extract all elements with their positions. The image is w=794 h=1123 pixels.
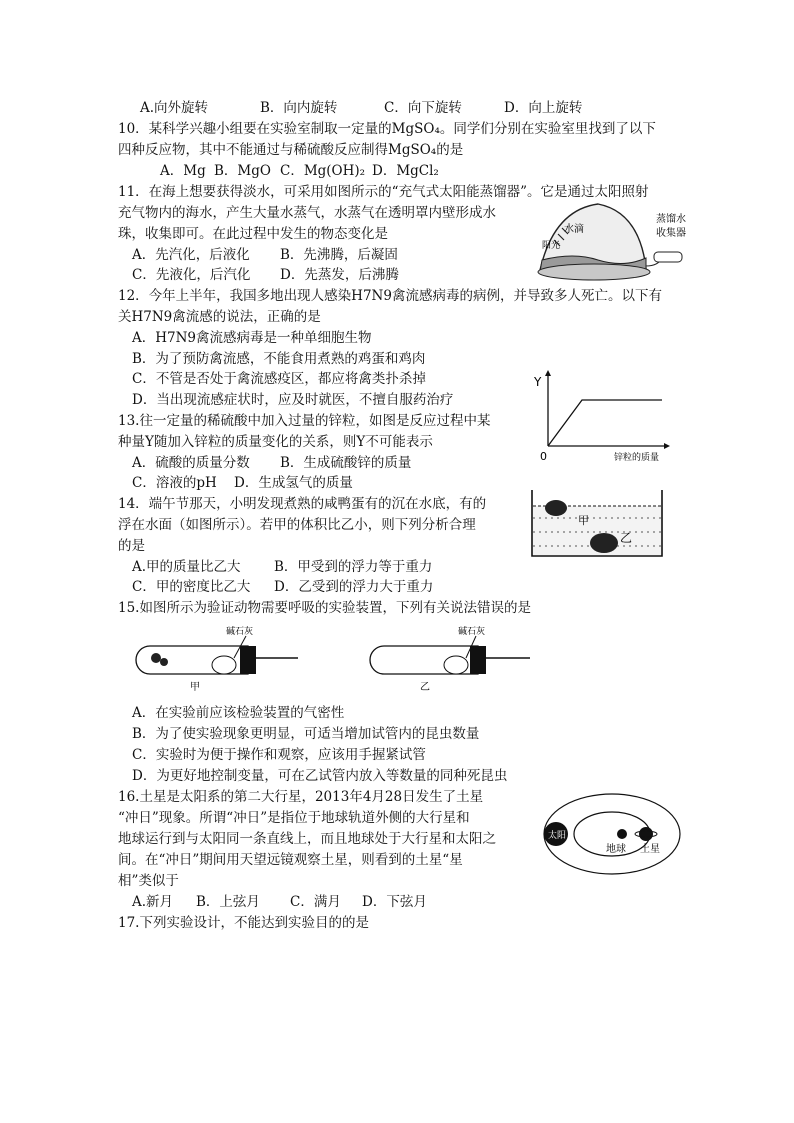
saturn-opposition-figure (540, 790, 690, 880)
q12-option-c: C．不管是否处于禽流感疫区，都应将禽类扑杀掉 (132, 371, 426, 387)
q15-option-b: B．为了使实验现象更明显，可适当增加试管内的昆虫数量 (132, 726, 480, 742)
egg-beaker-figure (528, 488, 668, 560)
x-axis-label: 锌粒的质量 (614, 453, 660, 463)
floating-egg-a (545, 500, 567, 516)
q9-option-c: C．向下旋转 (384, 100, 462, 116)
q10-option-b: B．MgO (214, 163, 271, 179)
q14-option-a: A.甲的质量比乙大 (132, 559, 241, 575)
q14-stem-line-3: 的是 (118, 538, 145, 554)
tube-label-a: 甲 (190, 682, 200, 693)
q10-option-c: C．Mg(OH)₂ (280, 163, 366, 179)
q12-stem-line-1: 12．今年上半年，我国多地出现人感染H7N9禽流感病毒的病例，并导致多人死亡。以下有 (118, 288, 662, 304)
q12-option-a: A．H7N9禽流感病毒是一种单细胞生物 (132, 330, 372, 346)
q14-option-b: B．甲受到的浮力等于重力 (274, 559, 433, 575)
sun-label: 太阳 (548, 831, 567, 841)
tube-a (136, 625, 298, 693)
q12-stem-line-2: 关H7N9禽流感的说法，正确的是 (118, 309, 321, 325)
q13-option-d: D．生成氢气的质量 (234, 475, 353, 491)
q13-option-a: A．硫酸的质量分数 (132, 455, 250, 471)
q12-option-d: D．当出现流感症状时，应及时就医，不擅自服药治疗 (132, 392, 454, 408)
q11-option-a: A．先汽化，后液化 (132, 247, 250, 263)
q16-stem-line-5: 相”类似于 (118, 873, 179, 889)
q15-option-d: D．为更好地控制变量，可在乙试管内放入等数量的同种死昆虫 (132, 768, 508, 784)
sunlight-label: 阳光 (542, 241, 561, 251)
q9-option-a: A.向外旋转 (140, 100, 209, 116)
q10-stem-line-1: 10．某科学兴趣小组要在实验室制取一定量的MgSO₄。同学们分别在实验室里找到了以下 (118, 121, 656, 137)
q15-stem: 15.如图所示为验证动物需要呼吸的实验装置，下列有关说法错误的是 (118, 600, 531, 616)
q9-option-d: D．向上旋转 (504, 100, 583, 116)
q16-stem-line-4: 间。在“冲日”期间用天望远镜观察土星，则看到的土星“星 (118, 852, 463, 868)
q14-stem-line-1: 14．端午节那天，小明发现煮熟的咸鸭蛋有的沉在水底，有的 (118, 496, 487, 512)
lime-label-a: 碱石灰 (226, 627, 254, 637)
q16-stem-line-3: 地球运行到与太阳同一条直线上，而且地球处于大行星和太阳之 (118, 831, 496, 847)
origin-label: 0 (540, 450, 547, 463)
water-droplet-label: 水滴 (564, 224, 584, 235)
saturn-label: 土星 (640, 844, 660, 855)
q10-option-d: D．MgCl₂ (372, 163, 439, 179)
q9-option-b: B．向内旋转 (260, 100, 338, 116)
q11-option-b: B．先沸腾，后凝固 (280, 247, 398, 263)
collector-label-2: 收集器 (656, 228, 686, 239)
y-vs-zinc-graph (530, 368, 670, 464)
q15-option-a: A．在实验前应该检验装置的气密性 (132, 705, 345, 721)
q14-option-d: D．乙受到的浮力大于重力 (274, 579, 434, 595)
solar-still-figure (534, 200, 694, 282)
q13-stem-line-2: 种量Y随加入锌粒的质量变化的关系，则Y不可能表示 (118, 434, 433, 450)
q12-option-b: B．为了预防禽流感，不能食用煮熟的鸡蛋和鸡肉 (132, 351, 426, 367)
label-a: 甲 (578, 514, 589, 527)
q15-option-c: C．实验时为便于操作和观察，应该用手握紧试管 (132, 747, 426, 763)
q17-stem: 17.下列实验设计，不能达到实验目的的是 (118, 915, 369, 931)
q16-stem-line-1: 16.土星是太阳系的第二大行星，2013年4月28日发生了土星 (118, 789, 484, 805)
sunken-egg-b (590, 533, 618, 553)
q10-stem-line-2: 四种反应物，其中不能通过与稀硫酸反应制得MgSO₄的是 (118, 142, 464, 158)
q11-option-d: D．先蒸发，后沸腾 (280, 267, 399, 283)
q11-stem-line-2: 充气物内的海水，产生大量水蒸气，水蒸气在透明罩内壁形成水 (118, 205, 496, 221)
q13-option-b: B．生成硫酸锌的质量 (280, 455, 412, 471)
y-axis-label: Y (534, 375, 542, 389)
collector-label-1: 蒸馏水 (656, 214, 686, 225)
saturn-icon (639, 827, 653, 841)
q16-option-c: C．满月 (290, 894, 341, 910)
q16-option-a: A.新月 (132, 894, 174, 910)
q11-option-c: C．先液化，后汽化 (132, 267, 251, 283)
q10-option-a: A．Mg (160, 163, 206, 179)
lime-label-b: 碱石灰 (458, 627, 486, 637)
q14-stem-line-2: 浮在水面（如图所示）。若甲的体积比乙小，则下列分析合理 (118, 517, 476, 533)
q16-option-b: B．上弦月 (196, 894, 260, 910)
tube-b (370, 625, 530, 693)
earth-icon (617, 829, 627, 839)
q11-stem-line-1: 11．在海上想要获得淡水，可采用如图所示的“充气式太阳能蒸馏器”。它是通过太阳照射 (118, 184, 649, 200)
earth-label: 地球 (606, 844, 626, 855)
q13-stem-line-1: 13.往一定量的稀硫酸中加入过量的锌粒，如图是反应过程中某 (118, 413, 491, 429)
q11-stem-line-3: 珠，收集即可。在此过程中发生的物态变化是 (118, 226, 388, 242)
q16-stem-line-2: “冲日”现象。所谓“冲日”是指位于地球轨道外侧的大行星和 (118, 810, 470, 826)
q14-option-c: C．甲的密度比乙大 (132, 579, 251, 595)
q13-option-c: C．溶液的pH (132, 475, 217, 491)
tube-label-b: 乙 (420, 682, 430, 693)
q16-option-d: D．下弦月 (362, 894, 427, 910)
label-b: 乙 (620, 531, 633, 545)
respiration-apparatus-figure (128, 624, 548, 696)
